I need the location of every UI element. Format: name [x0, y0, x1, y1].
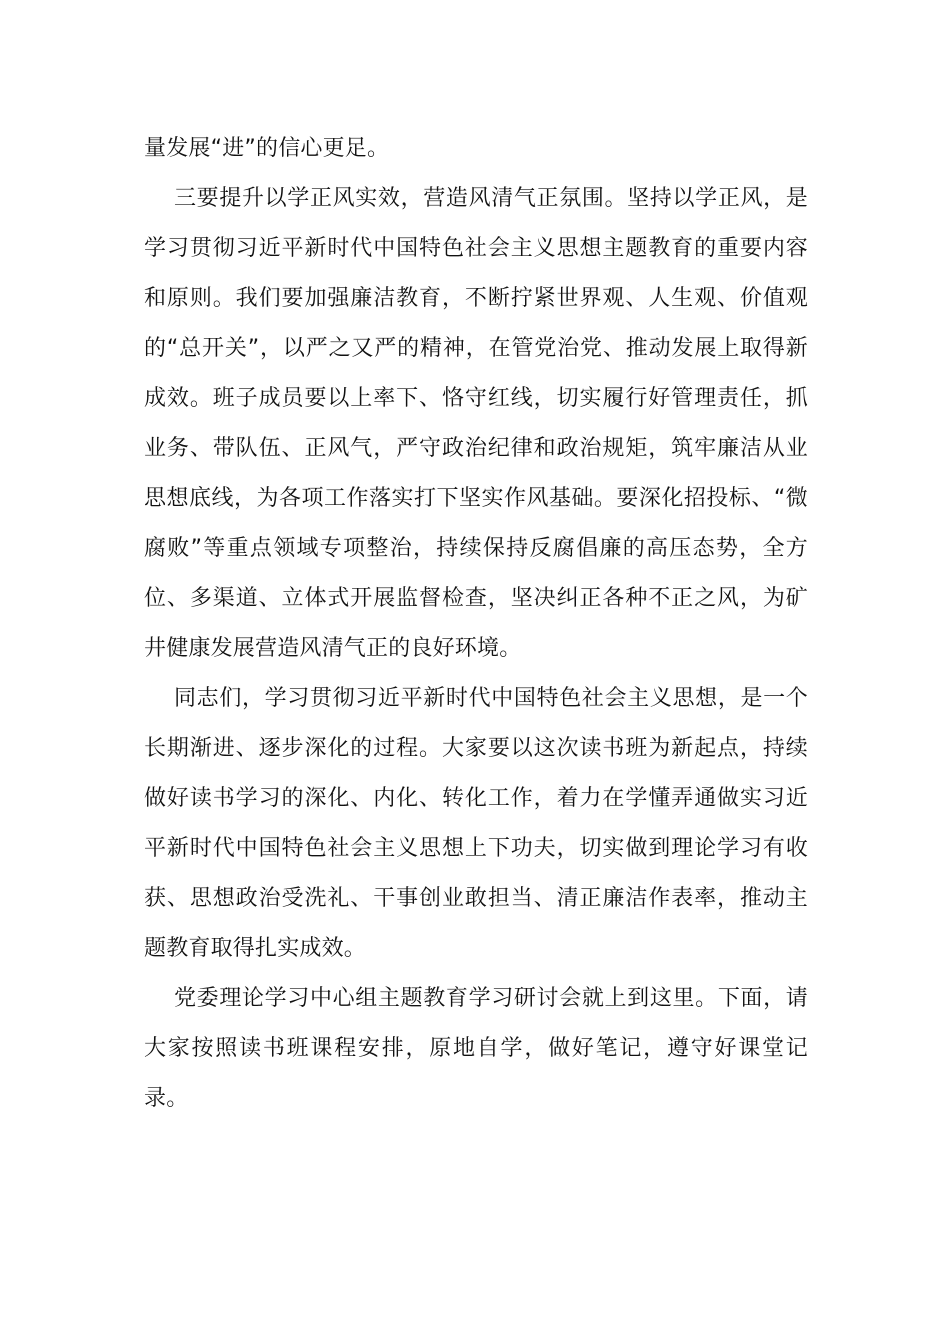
paragraph-closing-remarks: 党委理论学习中心组主题教育学习研讨会就上到这里。下面，请大家按照读书班课程安排，原地自学，做好笔记，遵守好课堂记录。: [144, 986, 808, 1111]
paragraph-integrity-style: 三要提升以学正风实效，营造风清气正氛围。坚持以学正风，是学习贯彻习近平新时代中国特色社会主义思想主题教育的重要内容和原则。我们要加强廉洁教育，不断拧紧世界观、人生观、价值观的“总开关”，以严之又严的精神，在管党治党、推动发展上取得新成效。班子成员要以上率下、恪守红线，切实履行好管理责任，抓业务、带队伍、正风气，严守政治纪律和政治规矩，筑牢廉洁从业思想底线，为各项工作落实打下坚实作风基础。要深化招投标、“微腐败”等重点领域专项整治，持续保持反腐倡廉的高压态势，全方位、多渠道、立体式开展监督检查，坚决纠正各种不正之风，为矿井健康发展营造风清气正的良好环境。: [144, 186, 808, 661]
paragraph-continuation: 量发展“进”的信心更足。: [144, 136, 390, 161]
paragraph-comrades-summary: 同志们，学习贯彻习近平新时代中国特色社会主义思想，是一个长期渐进、逐步深化的过程。大家要以这次读书班为新起点，持续做好读书学习的深化、内化、转化工作，着力在学懂弄通做实习近平新时代中国特色社会主义思想上下功夫，切实做到理论学习有收获、思想政治受洗礼、干事创业敢担当、清正廉洁作表率，推动主题教育取得扎实成效。: [144, 686, 808, 961]
document-body: [144, 124, 808, 1124]
